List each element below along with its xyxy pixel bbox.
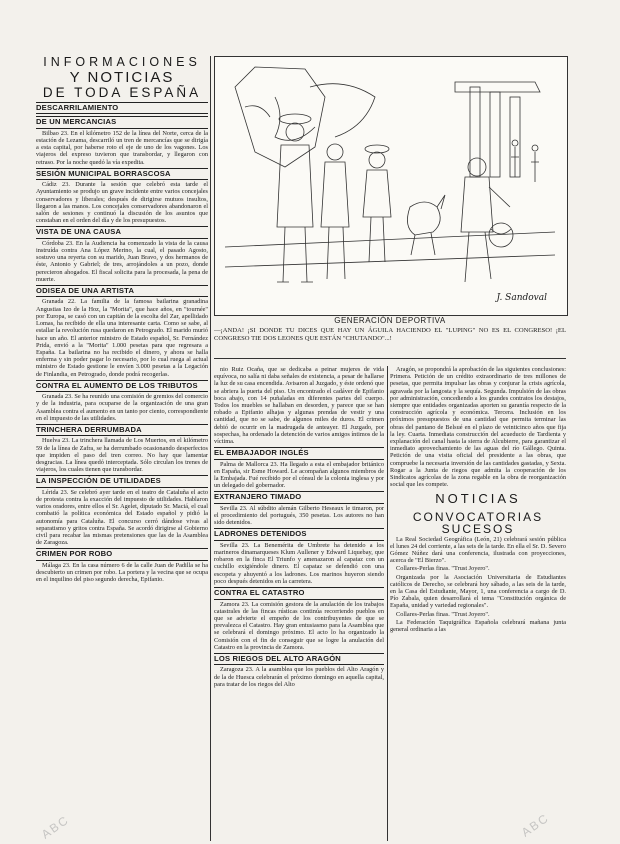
section-divider — [214, 358, 566, 359]
article-body: Sevilla 23. Al súbdito alemán Gilberto Heseaux le timaron, por el procedimiento del portugués, 350 pesetas. Los autores no han sido detenidos. — [214, 504, 384, 527]
cartoon-drawing — [215, 57, 567, 315]
section-title-noticias: NOTICIAS — [435, 491, 521, 507]
article-body: Córdoba 23. En la Audiencia ha comenzado la vista de la causa instruída contra Ana López Merino, la cual, el pasado Agosto, sostuvo una reyerta con su marido, Juan Bravo, y dos hermanos de éste, Antonio y Gabriel; de tres, arrojándoles a un pozo, donde perecieron ahogados. El fiscal solicita para la procesada, la pena de muerte. — [36, 239, 208, 283]
column-divider — [210, 56, 211, 841]
article-heading: EXTRANJERO TIMADO — [214, 491, 384, 503]
notice-paragraph: Collares-Perlas finas. "Trust Joyero". — [396, 565, 490, 573]
cartoon-caption: —¡ANDA! ¡SI DONDE TU DICES QUE HAY UN ÁGUILA HACIENDO EL "LUPING" NO ES EL CONGRESO! ¡EL CONGRESO TIE DOS LEONES QUE ESTÁN "CHUTANDO"...! — [214, 327, 566, 342]
article-heading: EL EMBAJADOR INGLÉS — [214, 447, 384, 459]
section-title-convocatorias: CONVOCATORIAS — [412, 510, 544, 525]
article-body: Cádiz 23. Durante la sesión que celebró esta tarde el Ayuntamiento se produjo un grave incidente entre varios concejales conservadores y liberales; después de dirigirse mutuos insultos, llegaron a las manos. Los concejales conservadores abandonaron el salón de sesiones y continuó la discusión de los asuntos que constaban en el orden del día y de los presupuestos. — [36, 181, 208, 225]
column-middle — [214, 366, 384, 841]
article-heading: CONTRA EL CATASTRO — [214, 587, 384, 599]
article-heading: ODISEA DE UNA ARTISTA — [36, 285, 208, 297]
article-heading: LADRONES DETENIDOS — [214, 528, 384, 540]
column-left — [36, 56, 208, 841]
notice-paragraph: Organizada por la Asociación Universitaria de Estudiantes católicos de Derecho, se celebrará hoy sábado, a las seis de la tarde, en la Casa del Estudiante, Mayor, 1, una conferencia a cargo de D. Pío Zabala, quien desarrollará el tema "Constitución orgánica de España, unidad y variedad regionales". — [390, 573, 566, 610]
cartoon-title: GENERACIÓN DEPORTIVA — [334, 316, 446, 325]
masthead-line1: INFORMACIONES — [43, 56, 201, 69]
article-body: Aragón, se propondrá la aprobación de las siguientes conclusiones: Primera. Petición de un crédito extraordinario de tres millones de pesetas, que permita impulsar las obras y conjurar la crisis agrícola, agravada por la langosta y la sequía. Segunda. Impulsión de las obras por administración, concediendo a los grandes contratos los destajos, siempre que entidades organizadas aporten su garantía respecto de la construcción agrícola y económica. Tercera. Inclusión en los próximos presupuestos de una cantidad que permita terminar las obras del pantano de Belsué en el plazo de veinticinco años que fija la ley. Cuarta. Inmediata construcción del acueducto de Tardienta y explanación del canal hasta la sierra de Alcubierre, para garantizar el inmediato aprovechamiento de las aguas del río Gállego. Quinta. Petición de una visita oficial del presidente a las obras, que compruebe la necesaria inversión de las cantidades gastadas, y Sexta. Rogar a la Junta de riegos que admita la cooperación de los Sindicatos agrícolas de la zona regable en la obra de reorganización social que les compete. — [390, 366, 566, 489]
article-heading: TRINCHERA DERRUMBADA — [36, 424, 208, 436]
article-body: nio Ruiz Ocaña, que se dedicaba a peinar mujeres de vida equívoca, no salía ni daba señales de existencia, a pesar de hallarse la luz de su casa encendida. Avisaron al Juzgado, y éste ordenó que se abriera la puerta del piso. Un encontrado el cadáver de Epifanio boca abajo, con 14 puñaladas en diferentes partes del cuerpo. Todos los muebles se hallaban en desorden, y parece que se han robado a Epifanio alhajas y algunas prendas de vestir y una cantidad, que no se sabe, de algunos miles de duros. El crimen debió de ocurrir en la madrugada de anteayer. El Juzgado, por sospechas, ha ordenado la detención de varios amigos íntimos de la víctima. — [214, 366, 384, 446]
watermark: ABC — [38, 812, 72, 842]
article-heading: VISTA DE UNA CAUSA — [36, 226, 208, 238]
article-heading: LOS RIEGOS DEL ALTO ARAGÓN — [214, 653, 384, 665]
notice-paragraph: La Real Sociedad Geográfica (León, 21) celebrará sesión pública el lunes 24 del corriente, a las seis de la tarde. En ella el Sr. D. Severo Gómez Núñez dará una conferencia, ilustrada con proyecciones, acerca de "El Bierzo". — [390, 535, 566, 565]
article-heading: LA INSPECCIÓN DE UTILIDADES — [36, 475, 208, 487]
masthead-line3: DE TODA ESPAÑA — [42, 85, 202, 100]
article-body: Málaga 23. En la casa número 6 de la calle Juan de Padilla se ha descubierto un crimen por robo. La portera y la vecina que se ocupa en el inquilino del piso segundo derecha, Epifanio. — [36, 561, 208, 584]
column-divider — [387, 366, 388, 841]
article-body: Granada 23. Se ha reunido una comisión de gremios del comercio y de la industria, para ocuparse de la organización de una gran Asamblea contra el aumento en un tanto por ciento, correspondiente en el impuesto de las utilidades. — [36, 393, 208, 422]
cartoon-signature: J. Sandoval — [496, 293, 547, 303]
notice-paragraph: La Federación Taquigráfica Española celebrará mañana junta general ordinaria a las — [390, 618, 566, 634]
article-body: Granada 22. La familia de la famosa bailarina granadina Angustias Izo de la Hoz, la "Morita", que hace años, en "tournée" por Europa, se casó con un capitán de la escolta del Zar, apellidado Lomas, ha recibido de ella una interesante carta. Como se sabe, al estallar la revolución rusa quedaron en Petrogrado. El marido murió hace un año. El anterior ministro de Estado español, Sr. Fernández Prida, envió a la "Morita" 1.000 pesetas para que regresara a España. La bailarina no ha recibido el dinero, y ahora se halla enferma y sin poder pagar lo necesario, por lo cual ruega al actual ministro de Estado gestione le envíen 3.000 pesetas a la Legación de Finlandia, en Petrogrado, donde podrá recogerlas. — [36, 298, 208, 378]
article-body: Bilbao 23. En el kilómetro 152 de la línea del Norte, cerca de la estación de Lezama, descarriló un tren de mercancías que se dirigía a esta capital, por haberse roto el eje de uno de los vagones. Los viajeros del expreso tuvieron que transbordar, y llegaron con retraso. Por la noche quedó la vía expedita. — [36, 129, 208, 166]
article-heading: DE UN MERCANCIAS — [36, 116, 208, 128]
article-heading: DESCARRILAMIENTO — [36, 102, 208, 114]
article-heading: CRIMEN POR ROBO — [36, 548, 208, 560]
notice-paragraph: Collares-Perlas finas. "Trust Joyero". — [396, 610, 490, 618]
masthead-line2: Y NOTICIAS — [69, 69, 175, 86]
article-heading: SESIÓN MUNICIPAL BORRASCOSA — [36, 168, 208, 180]
article-body: Huelva 23. La trinchera llamada de Los Muertos, en el kilómetro 59 de la línea de Zafra, se ha derrumbado ocasionando desperfectos que impiden el paso del tren correo. No hay que lamentar desgracias. La línea quedó interceptada. Sólo circulan los trenes de viajeros, los cuales tienen que transbordar. — [36, 437, 208, 474]
cartoon-illustration — [214, 56, 568, 316]
watermark: ABC — [518, 810, 552, 840]
article-body: Sevilla 23. La Benemérita de Umbrete ha detenido a los marineros dinamarqueses Klum Aullener y Edward Liquebay, que robaron en la finca El Triunfo y amenazaron al capataz con un cuchillo exigiéndole dinero. El capataz se defendió con una escopeta y ahuyentó a los ladrones. Los marinos huyeron siendo poco después detenidos en la carretera. — [214, 541, 384, 585]
section-title-sucesos: SUCESOS — [441, 522, 515, 537]
article-heading: CONTRA EL AUMENTO DE LOS TRIBUTOS — [36, 380, 208, 392]
article-body: Zamora 23. La comisión gestora de la anulación de los trabajos catastrales de las fincas rústicas continúa recorriendo pueblos en que se advierte el empeño de los contribuyentes de que se prevalezca el Catastro. Hay gran entusiasmo para la Asamblea que se celebrará el domingo próximo. El acto lo ha organizado la Comisión con el fin de conseguir que se logre la anulación del Catastro en la provincia de Zamora. — [214, 600, 384, 651]
column-right — [390, 366, 566, 841]
article-body: Zaragoza 23. A la asamblea que los pueblos del Alto Aragón y de la de Huesca celebrarán el próximo domingo en aquella capital, para tratar de los riegos del Alto — [214, 666, 384, 688]
article-body: Palma de Mallorca 23. Ha llegado a esta el embajador británico en España, sir Esme Howard. Le acompañan algunos miembros de la Embajada. Fué recibido por el cónsul de la colonia inglesa y por un delegado del gobernador. — [214, 460, 384, 490]
article-body: Lérida 23. Se celebró ayer tarde en el teatro de Cataluña el acto de protesta contra la exacción del impuesto de utilidades. Hablaron varios oradores, entre ellos el Sr. Agelet, diputado Sr. Maciá, el cual combatió la política económica del Estado español y pidió la autonomía para Cataluña. El concurso cerró dándose vivas al separatismo y gritos contra España. Se acordó dirigirse al Gobierno civil para recabar las mismas pretensiones que las de la Asamblea de Zaragoza. — [36, 488, 208, 547]
